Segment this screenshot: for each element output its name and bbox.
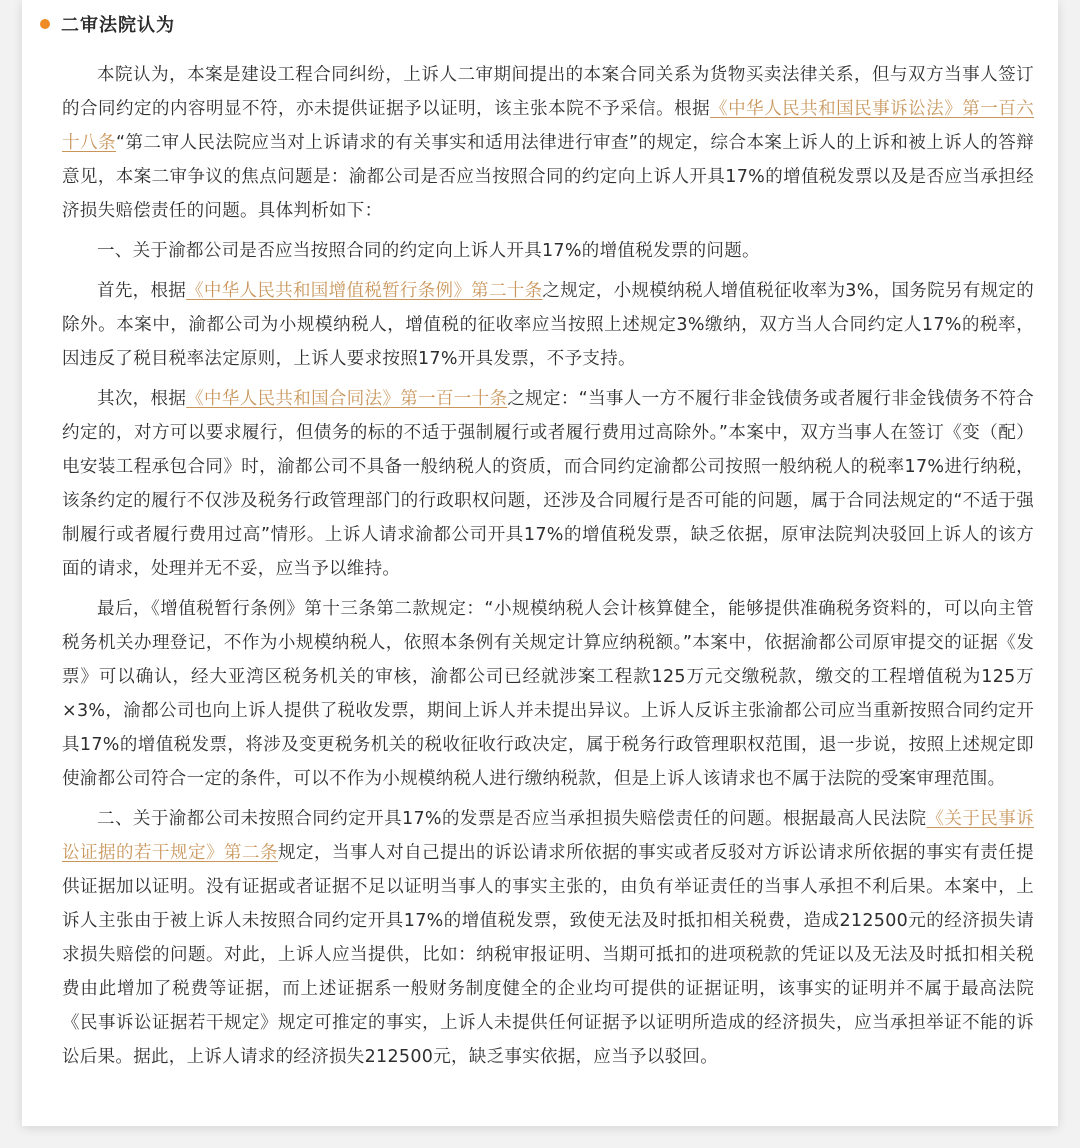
paragraph-text: 本院认为，本案是建设工程合同纠纷，上诉人二审期间提出的本案合同关系为货物买卖法律关系，但与双方当事人签订的合同约定的内容明显不符，亦未提供证据予以证明，该主张本院不予采信。根据 [62, 65, 1034, 119]
paragraph [62, 274, 1034, 376]
paragraph [62, 234, 1034, 268]
paragraph-text: “第二审人民法院应当对上诉请求的有关事实和适用法律进行审查”的规定，综合本案上诉人的上诉和被上诉人的答辩意见，本案二审争议的焦点问题是：渝都公司是否应当按照合同的约定向上诉人开具17%的增值税发票以及是否应当承担经济损失赔偿责任的问题。具体判析如下： [62, 133, 1034, 221]
paragraph-text: 最后，《增值税暂行条例》第十三条第二款规定：“小规模纳税人会计核算健全，能够提供准确税务资料的，可以向主管税务机关办理登记，不作为小规模纳税人，依照本条例有关规定计算应纳税额。”本案中，依据渝都公司原审提交的证据《发票》可以确认，经大亚湾区税务机关的审核，渝都公司已经就涉案工程款125万元交缴税款，缴交的工程增值税为125万×3%，渝都公司也向上诉人提供了税收发票，期间上诉人并未提出异议。上诉人反诉主张渝都公司应当重新按照合同约定开具17%的增值税发票，将涉及变更税务机关的税收征收行政决定，属于税务行政管理职权范围，退一步说，按照上述规定即使渝都公司符合一定的条件，可以不作为小规模纳税人进行缴纳税款，但是上诉人该请求也不属于法院的受案审理范围。 [62, 599, 1034, 789]
paragraph [62, 592, 1034, 796]
paragraph-text: 一、关于渝都公司是否应当按照合同的约定向上诉人开具17%的增值税发票的问题。 [97, 241, 760, 261]
section-title: 二审法院认为 [61, 15, 175, 36]
section-header [40, 10, 175, 38]
law-citation-link[interactable]: 《中华人民共和国民事诉讼法》第一百六十八条 [62, 99, 1035, 153]
paragraph [62, 382, 1034, 586]
law-citation-link[interactable]: 《中华人民共和国增值税暂行条例》第二十条 [186, 281, 543, 301]
paragraph-text: 其次，根据 [97, 389, 187, 409]
paragraph [62, 802, 1034, 1074]
paragraph [62, 58, 1034, 228]
judgment-body [62, 58, 1034, 1080]
bullet-dot-icon [40, 19, 50, 29]
paragraph-text: 规定，当事人对自己提出的诉讼请求所依据的事实或者反驳对方诉讼请求所依据的事实有责任提供证据加以证明。没有证据或者证据不足以证明当事人的事实主张的，由负有举证责任的当事人承担不利后果。本案中，上诉人主张由于被上诉人未按照合同约定开具17%的增值税发票，致使无法及时抵扣相关税费，造成212500元的经济损失请求损失赔偿的问题。对此，上诉人应当提供，比如：纳税审报证明、当期可抵扣的进项税款的凭证以及无法及时抵扣相关税费由此增加了税费等证据，而上述证据系一般财务制度健全的企业均可提供的证据证明，该事实的证明并不属于最高法院《民事诉讼证据若干规定》规定可推定的事实，上诉人未提供任何证据予以证明所造成的经济损失，应当承担举证不能的诉讼后果。据此，上诉人请求的经济损失212500元，缺乏事实依据，应当予以驳回。 [62, 843, 1034, 1067]
law-citation-link[interactable]: 《中华人民共和国合同法》第一百一十条 [186, 389, 508, 409]
document-page [22, 0, 1058, 1126]
paragraph-text: 二、关于渝都公司未按照合同约定开具17%的发票是否应当承担损失赔偿责任的问题。根据最高人民法院 [97, 809, 927, 829]
paragraph-text: 之规定，小规模纳税人增值税征收率为3%，国务院另有规定的除外。本案中，渝都公司为小规模纳税人，增值税的征收率应当按照上述规定3%缴纳，双方当人合同约定人17%的税率，因违反了税目税率法定原则，上诉人要求按照17%开具发票，不予支持。 [62, 281, 1035, 369]
paragraph-text: 之规定：“当事人一方不履行非金钱债务或者履行非金钱债务不符合约定的，对方可以要求履行，但债务的标的不适于强制履行或者履行费用过高除外。”本案中，双方当事人在签订《变（配）电安装工程承包合同》时，渝都公司不具备一般纳税人的资质，而合同约定渝都公司按照一般纳税人的税率17%进行纳税，该条约定的履行不仅涉及税务行政管理部门的行政职权问题，还涉及合同履行是否可能的问题，属于合同法规定的“不适于强制履行或者履行费用过高”情形。上诉人请求渝都公司开具17%的增值税发票，缺乏依据，原审法院判决驳回上诉人的该方面的请求，处理并无不妥，应当予以维持。 [62, 389, 1035, 579]
paragraph-text: 首先，根据 [97, 281, 187, 301]
law-citation-link[interactable]: 《关于民事诉讼证据的若干规定》第二条 [62, 809, 1034, 863]
